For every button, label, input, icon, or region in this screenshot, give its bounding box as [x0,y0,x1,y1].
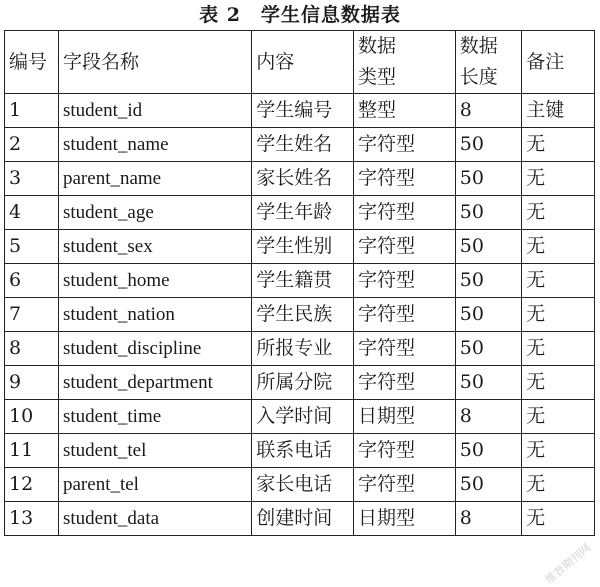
cell-note: 无 [522,196,595,230]
table-row [5,264,595,298]
header-content-label: 内容 [256,50,295,73]
cell-len: 50 [455,264,521,298]
cell-no: 12 [5,468,59,502]
table-row [5,502,595,536]
cell-field: student_age [59,196,252,230]
cell-content: 学生籍贯 [252,264,354,298]
cell-note: 无 [522,468,595,502]
table-row [5,366,595,400]
student-info-table [4,30,595,536]
cell-no: 7 [5,298,59,332]
cell-type: 整型 [353,94,455,128]
cell-no: 3 [5,162,59,196]
cell-content: 入学时间 [252,400,354,434]
cell-type: 字符型 [353,230,455,264]
cell-type: 字符型 [353,128,455,162]
cell-len: 50 [455,128,521,162]
cell-no: 1 [5,94,59,128]
cell-field: student_name [59,128,252,162]
cell-note: 无 [522,264,595,298]
cell-len: 8 [455,94,521,128]
cell-len: 50 [455,434,521,468]
header-type-line2: 类型 [357,66,396,88]
cell-no: 6 [5,264,59,298]
cell-note: 无 [522,230,595,264]
cell-note: 无 [522,128,595,162]
header-no-label: 编号 [9,50,48,73]
table-row [5,94,595,128]
cell-field: student_department [59,366,252,400]
cell-field: student_id [59,94,252,128]
table-row [5,298,595,332]
cell-content: 学生性别 [252,230,354,264]
table-row [5,434,595,468]
header-type-line1: 数据 [357,35,396,57]
cell-note: 无 [522,400,595,434]
cell-content: 所报专业 [252,332,354,366]
header-len-line2: 长度 [459,66,498,88]
cell-note: 无 [522,502,595,536]
cell-no: 8 [5,332,59,366]
header-no [5,31,59,94]
cell-no: 5 [5,230,59,264]
cell-len: 50 [455,162,521,196]
header-type [353,31,455,94]
cell-type: 日期型 [353,400,455,434]
header-note-label: 备注 [526,50,565,73]
cell-field: student_time [59,400,252,434]
cell-field: student_home [59,264,252,298]
cell-field: student_discipline [59,332,252,366]
cell-note: 无 [522,298,595,332]
watermark-text: 维普期刊网 [542,541,594,587]
cell-type: 字符型 [353,434,455,468]
cell-len: 50 [455,196,521,230]
table-row [5,400,595,434]
cell-type: 字符型 [353,298,455,332]
cell-field: parent_tel [59,468,252,502]
header-len [455,31,521,94]
cell-type: 字符型 [353,196,455,230]
cell-field: student_data [59,502,252,536]
cell-note: 无 [522,366,595,400]
cell-type: 字符型 [353,264,455,298]
table-row [5,196,595,230]
cell-no: 11 [5,434,59,468]
cell-len: 50 [455,468,521,502]
cell-note: 无 [522,162,595,196]
table-row [5,332,595,366]
cell-content: 家长电话 [252,468,354,502]
table-header-row [5,31,595,94]
cell-len: 50 [455,230,521,264]
cell-type: 字符型 [353,468,455,502]
cell-len: 8 [455,400,521,434]
table-row [5,230,595,264]
cell-note: 主键 [522,94,595,128]
table-row [5,128,595,162]
cell-len: 50 [455,366,521,400]
cell-len: 50 [455,298,521,332]
cell-content: 学生编号 [252,94,354,128]
table-row [5,468,595,502]
cell-note: 无 [522,332,595,366]
header-field-label: 字段名称 [63,50,140,73]
cell-no: 9 [5,366,59,400]
cell-no: 2 [5,128,59,162]
header-content [252,31,354,94]
cell-field: parent_name [59,162,252,196]
cell-field: student_tel [59,434,252,468]
cell-field: student_sex [59,230,252,264]
table-row [5,162,595,196]
cell-type: 日期型 [353,502,455,536]
cell-no: 13 [5,502,59,536]
cell-content: 联系电话 [252,434,354,468]
cell-content: 所属分院 [252,366,354,400]
header-field [59,31,252,94]
cell-field: student_nation [59,298,252,332]
header-len-line1: 数据 [459,35,498,57]
cell-no: 10 [5,400,59,434]
cell-len: 50 [455,332,521,366]
cell-content: 学生姓名 [252,128,354,162]
cell-len: 8 [455,502,521,536]
cell-content: 学生民族 [252,298,354,332]
table-caption: 表 2 学生信息数据表 [199,4,401,26]
cell-content: 家长姓名 [252,162,354,196]
cell-no: 4 [5,196,59,230]
cell-note: 无 [522,434,595,468]
cell-type: 字符型 [353,332,455,366]
cell-content: 学生年龄 [252,196,354,230]
cell-content: 创建时间 [252,502,354,536]
header-note [522,31,595,94]
cell-type: 字符型 [353,366,455,400]
cell-type: 字符型 [353,162,455,196]
